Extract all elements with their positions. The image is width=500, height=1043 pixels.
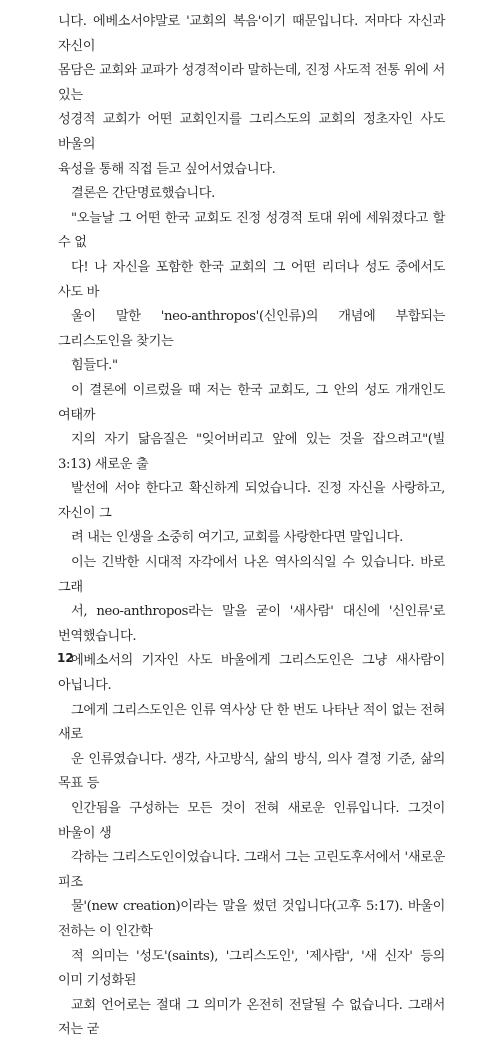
text-line: 지의 자기 닮음질은 "잊어버리고 앞에 있는 것을 잡으려고"(빌 3:13) 새로운 출	[58, 432, 445, 472]
text-line: 운 인류였습니다. 생각, 사고방식, 삶의 방식, 의사 결정 기준, 삶의 목표 등	[58, 751, 445, 792]
paragraph-1	[58, 10, 445, 182]
text-line: 몸담은 교회와 교파가 성경적이라 말하는데, 진정 사도적 전통 위에 서 있는	[58, 63, 445, 103]
text-line: 이는 긴박한 시대적 자각에서 나온 역사의식일 수 있습니다. 바로 그래	[58, 555, 445, 595]
text-line: 이 결론에 이르렀을 때 저는 한국 교회도, 그 안의 성도 개개인도 여태까	[58, 382, 445, 423]
text-line: 인간됨을 구성하는 모든 것이 전혀 새로운 인류입니다. 그것이 바울이 생	[58, 801, 445, 841]
text-line: 힘들다."	[71, 358, 118, 374]
text-line: 적 의미는 '성도'(saints), '그리스도인', '제사람', '새 신자' 등의 이미 기성화된	[58, 948, 445, 989]
text-line: 서, neo-anthropos라는 말을 굳이 '새사람' 대신에 '신인류'로 번역했습니다.	[58, 604, 445, 644]
text-line: 발선에 서야 한다고 확신하게 되었습니다. 진정 자신을 사랑하고, 자신이 그	[58, 481, 445, 521]
body-text	[58, 10, 445, 1043]
text-line: 그에게 그리스도인은 인류 역사상 단 한 번도 나타난 적이 없는 전혀 새로	[58, 702, 445, 743]
page-number: 12	[57, 651, 74, 665]
text-line: 다! 나 자신을 포함한 한국 교회의 그 어떤 리더나 성도 중에서도 사도 바	[58, 259, 445, 300]
text-line: 각하는 그리스도인이었습니다. 그래서 그는 고린도후서에서 '새로운 피조	[58, 850, 445, 890]
text-line: 에베소서의 기자인 사도 바울에게 그리스도인은 그냥 새사람이 아닙니다.	[58, 653, 445, 694]
text-line: 울이 말한 'neo-anthropos'(신인류)의 개념에 부합되는 그리스도인을 찾기는	[58, 309, 445, 349]
text-line: 려 내는 인생을 소중히 여기고, 교회를 사랑한다면 말입니다.	[71, 530, 403, 546]
text-line: 육성을 통해 직접 듣고 싶어서였습니다.	[58, 161, 276, 177]
text-line: 성경적 교회가 어떤 교회인지를 그리스도의 교회의 정초자인 사도 바울의	[58, 112, 445, 152]
quote-paragraph	[58, 207, 445, 379]
paragraph-5	[58, 551, 445, 1043]
text-line: 니다. 에베소서야말로 '교회의 복음'이기 때문입니다. 저마다 자신과 자신이	[58, 14, 445, 54]
text-line: 교회 언어로는 절대 그 의미가 온전히 전달될 수 없습니다. 그래서 저는 굳	[58, 997, 445, 1038]
paragraph-2	[58, 182, 445, 207]
paragraph-4	[58, 379, 445, 551]
text-line: "오늘날 그 어떤 한국 교회도 진정 성경적 토대 위에 세워졌다고 할 수 없	[58, 210, 445, 251]
text-line: 결론은 간단명료했습니다.	[71, 186, 215, 202]
text-line: 물'(new creation)이라는 말을 썼던 것입니다(고후 5:17). 바울이 전하는 이 인간학	[58, 899, 445, 939]
